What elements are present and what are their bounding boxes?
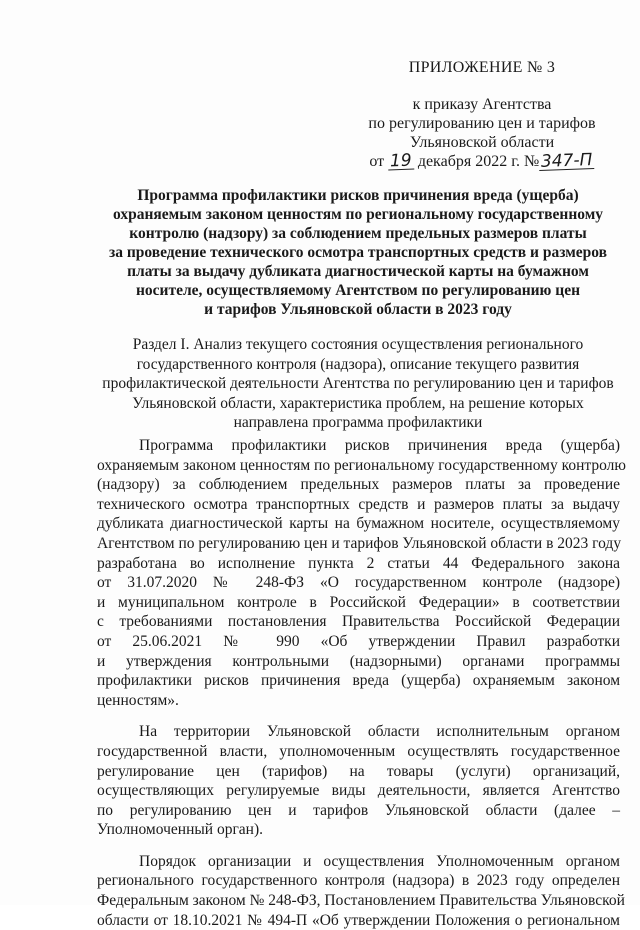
section-title bbox=[98, 335, 618, 433]
paragraph-line: осуществляющих регулируемые виды деятельности, является Агентство bbox=[97, 782, 620, 800]
paragraph-line: На территории Ульяновской области исполнительным органом bbox=[139, 723, 620, 741]
paragraph-line: разработана во исполнение пункта 2 статьи 44 Федерального закона bbox=[97, 554, 620, 572]
program-title bbox=[98, 186, 618, 319]
program-title-line: контролю (надзору) за соблюдением предельных размеров платы bbox=[129, 225, 587, 242]
paragraph-line: по регулированию цен и тарифов Ульяновской области (далее – bbox=[97, 801, 620, 819]
paragraph-line: Федеральным законом № 248-ФЗ, Постановлением Правительства Ульяновской bbox=[97, 892, 625, 910]
section-title-line: направлена программа профилактики bbox=[233, 414, 483, 431]
paragraph-line: и муниципальном контроле в Российской Федерации» в соответствии bbox=[97, 593, 620, 611]
paragraph-gap bbox=[97, 710, 620, 722]
paragraph-line: регулирование цен (тарифов) на товары (услуги) организаций, bbox=[97, 762, 620, 780]
paragraph bbox=[97, 722, 620, 840]
paragraph-line: ценностям». bbox=[97, 691, 179, 709]
section-title-line: Раздел I. Анализ текущего состояния осуществления регионального bbox=[132, 336, 584, 353]
paragraph-line: профилактики рисков причинения вреда (ущерба) охраняемым законом bbox=[97, 672, 620, 690]
paragraph-line: от 25.06.2021 № 990 «Об утверждении Правил разработки bbox=[97, 632, 620, 650]
program-title-line: носителе, осуществляемому Агентством по регулированию цен bbox=[135, 282, 581, 299]
paragraph-line: от 31.07.2020 № 248-ФЗ «О государственном контроле (надзоре) bbox=[97, 574, 620, 592]
paragraph-line: дубликата диагностической карты на бумажном носителе, осуществляемому bbox=[97, 515, 620, 533]
program-title-line: платы за выдачу дубликата диагностической карты на бумажном bbox=[127, 263, 589, 280]
appendix-title: ПРИЛОЖЕНИЕ № 3 bbox=[408, 59, 556, 76]
appendix-header bbox=[352, 58, 612, 171]
paragraph-line: Агентством по регулированию цен и тарифов Ульяновской области в 2023 году bbox=[97, 534, 622, 552]
appendix-line-2: по регулированию цен и тарифов bbox=[368, 115, 596, 132]
appendix-line-1: к приказу Агентства bbox=[412, 96, 552, 113]
program-title-line: Программа профилактики рисков причинения вреда (ущерба) bbox=[137, 187, 579, 204]
paragraph-line: государственной власти, уполномоченным осуществлять государственное bbox=[97, 742, 620, 760]
date-rest: декабря 2022 г. № bbox=[417, 153, 540, 170]
paragraph-line: с требованиями постановления Правительства Российской Федерации bbox=[97, 613, 620, 631]
program-title-line: за проведение технического осмотра транспортных средств и размеров bbox=[108, 244, 608, 261]
program-title-line: и тарифов Ульяновской области в 2023 году bbox=[204, 301, 512, 318]
program-title-line: охраняемым законом ценностям по региональному государственному bbox=[112, 206, 604, 223]
section-title-line: профилактической деятельности Агентства по регулированию цен и тарифов bbox=[102, 375, 614, 392]
date-prefix: от bbox=[369, 153, 385, 170]
paragraph-line: и утверждения контрольными (надзорными) органами программы bbox=[97, 652, 620, 670]
paragraph-line: (надзору) за соблюдением предельных размеров платы за проведение bbox=[97, 476, 620, 494]
paragraph-line: регионального государственного контроля (надзора) в 2023 году определен bbox=[97, 872, 620, 890]
paragraph bbox=[97, 436, 626, 710]
paragraph-line: Порядок организации и осуществления Уполномоченным органом bbox=[139, 852, 620, 870]
paragraph-line: области от 18.10.2021 № 494-П «Об утверждении Положения о региональном bbox=[97, 911, 620, 929]
handwritten-day: 19 bbox=[389, 150, 413, 172]
handwritten-number: 347-П bbox=[540, 150, 593, 172]
paragraph-line: Программа профилактики рисков причинения вреда (ущерба) bbox=[139, 437, 620, 454]
paragraph bbox=[97, 852, 625, 930]
paragraph-gap bbox=[97, 840, 620, 852]
paragraph-line: технического осмотра транспортных средств и размеров платы за выдачу bbox=[97, 495, 620, 513]
section-title-line: государственного контроля (надзора), описание текущего развития bbox=[136, 355, 580, 373]
appendix-date-line bbox=[352, 152, 612, 171]
appendix-line-3: Ульяновской области bbox=[409, 134, 555, 151]
section-title-line: Ульяновской области, характеристика проблем, на решение которых bbox=[132, 394, 584, 412]
paragraph-line: охраняемым законом ценностям по региональному государственному контролю bbox=[97, 456, 626, 474]
paragraph-line: Уполномоченный орган). bbox=[97, 821, 264, 839]
body-text bbox=[97, 436, 626, 930]
